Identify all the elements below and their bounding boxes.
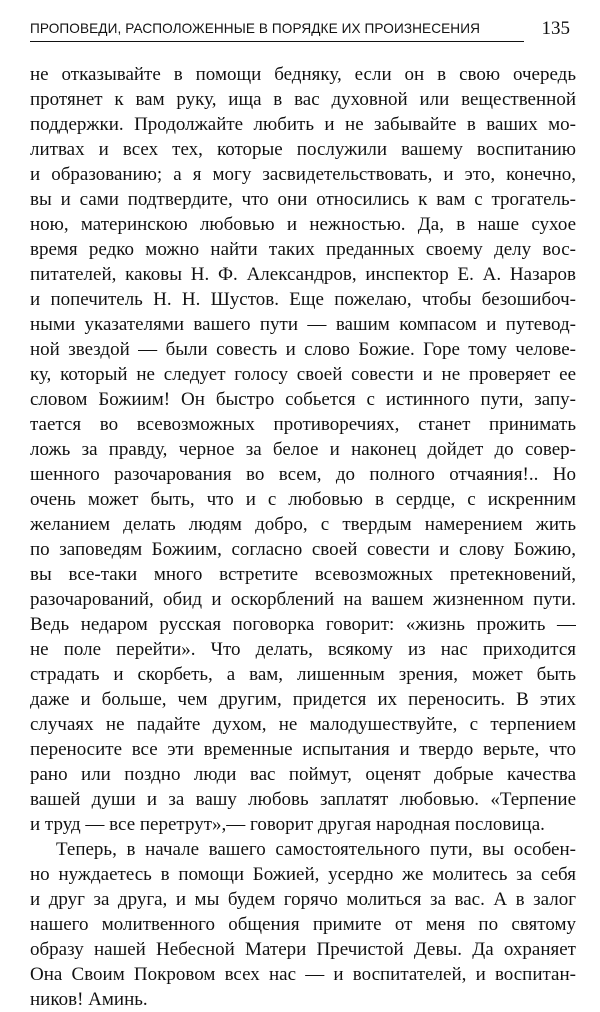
running-header-title: ПРОПОВЕДИ, РАСПОЛОЖЕННЫЕ В ПОРЯДКЕ ИХ ПРОИЗНЕСЕНИЯ <box>30 21 481 36</box>
text-line: но нуждаетесь в помощи Божией, усердно же молитесь за себя <box>30 864 576 885</box>
text-line: Теперь, в начале вашего самостоятельного пути, вы особен- <box>56 839 576 860</box>
text-line: ку, который не следует голосу своей совести и не проверяет ее <box>30 364 576 385</box>
text-line: ников! Аминь. <box>30 989 148 1010</box>
text-line: и образованию; а я могу засвидетельствовать, и это, конечно, <box>30 164 576 185</box>
text-line: поддержки. Продолжайте любить и не забывайте в ваших мо- <box>30 114 576 135</box>
running-header <box>30 14 576 44</box>
paragraph-2 <box>30 837 576 1012</box>
text-line: не отказывайте в помощи бедняку, если он в свою очередь <box>30 64 576 85</box>
text-line: ложь за правду, черное за белое и наконец дойдет до совер- <box>30 439 576 460</box>
paragraph-1 <box>30 62 576 837</box>
text-line: вашей души и за вашу любовь заплатят любовью. «Терпение <box>30 789 576 810</box>
page-number: 135 <box>541 18 570 39</box>
text-line: по заповедям Божиим, согласно своей совести и слову Божию, <box>30 539 576 560</box>
text-line: рано или поздно люди вас поймут, оценят добрые качества <box>30 764 576 785</box>
text-line: литвах и всех тех, которые послужили вашему воспитанию <box>30 139 576 160</box>
text-line: шенного разочарования во всем, до полного отчаяния!.. Но <box>30 464 576 485</box>
text-line: не поле перейти». Что делать, всякому из нас приходится <box>30 639 576 660</box>
text-line: страдать и скорбеть, а вам, лишенным зрения, может быть <box>30 664 576 685</box>
text-line: протянет к вам руку, ища в вас духовной или вещественной <box>30 89 576 110</box>
text-line: нашего молитвенного общения примите от меня по святому <box>30 914 576 935</box>
text-line: очень может быть, что и с любовью в сердце, с искренним <box>30 489 576 510</box>
text-line: питателей, каковы Н. Ф. Александров, инспектор Е. А. Назаров <box>30 264 576 285</box>
text-line: ными указателями вашего пути — вашим компасом и путевод- <box>30 314 576 335</box>
text-line: Ведь недаром русская поговорка говорит: «жизнь прожить — <box>30 614 576 635</box>
body-text <box>30 62 576 1012</box>
text-line: вы и сами подтвердите, что они относились к вам с трогатель- <box>30 189 576 210</box>
text-line: и труд — все перетрут»,— говорит другая народная пословица. <box>30 814 545 835</box>
text-line: разочарований, обид и оскорблений на вашем жизненном пути. <box>30 589 576 610</box>
text-line: образу нашей Небесной Матери Пречистой Девы. Да охраняет <box>30 939 576 960</box>
text-line: ной звездой — были совесть и слово Божие. Горе тому челове- <box>30 339 576 360</box>
text-line: случаях не падайте духом, не малодушествуйте, с терпением <box>30 714 576 735</box>
text-line: переносите все эти временные испытания и твердо верьте, что <box>30 739 576 760</box>
text-line: даже и больше, чем другим, придется их переносить. В этих <box>30 689 576 710</box>
text-line: вы все-таки много встретите всевозможных претекновений, <box>30 564 576 585</box>
text-line: тается во всевозможных противоречиях, станет принимать <box>30 414 576 435</box>
text-line: Она Своим Покровом всех нас — и воспитателей, и воспитан- <box>30 964 576 985</box>
text-line: ною, материнскою любовью и нежностью. Да, в наше сухое <box>30 214 576 235</box>
text-line: и друг за друга, и мы будем горячо молиться за вас. А в залог <box>30 889 576 910</box>
header-rule <box>30 41 524 42</box>
text-line: и попечитель Н. Н. Шустов. Еще пожелаю, чтобы безошибоч- <box>30 289 576 310</box>
text-line: словом Божиим! Он быстро собьется с истинного пути, запу- <box>30 389 576 410</box>
text-line: желанием делать людям добро, с твердым намерением жить <box>30 514 576 535</box>
text-line: время редко можно найти таких преданных своему делу вос- <box>30 239 576 260</box>
